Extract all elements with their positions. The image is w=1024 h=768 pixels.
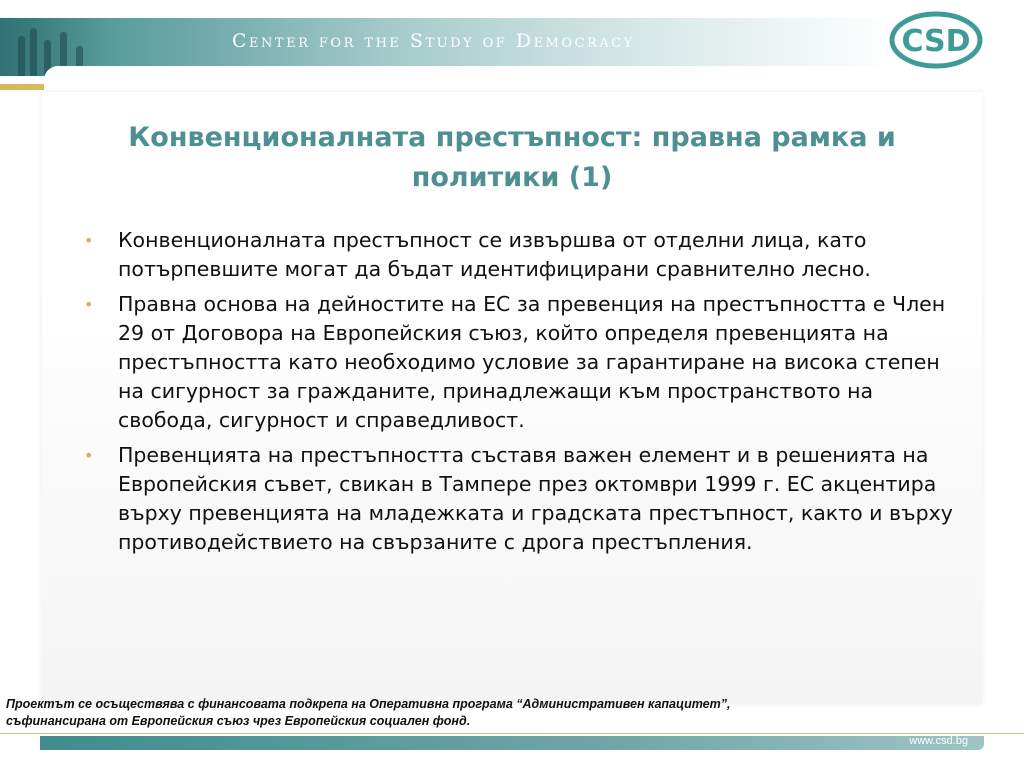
footnote-line-1: Проектът се осъществява с финансовата подкрепа на Оперативна програма “Административен капацитет”, (6, 697, 731, 711)
footer-bar (40, 736, 984, 750)
bullet-list (78, 226, 958, 563)
slide-header (0, 0, 1024, 92)
bullet-text: Правна основа на дейностите на ЕС за превенция на престъпността е Член 29 от Договора на Европейския съюз, който определя превенцията на престъпността като необходимо условие за гарантиране на висока степен на сигурност за гражданите, принадлежащи към пространството на свобода, сигурност и справедливост. (118, 292, 946, 432)
list-item (78, 226, 958, 284)
bullet-dot-icon: • (84, 295, 94, 314)
footer-url: www.csd.bg (909, 735, 968, 747)
funding-footnote (6, 696, 906, 730)
bullet-text: Превенцията на престъпността съставя важен елемент и в решенията на Европейския съвет, свикан в Тампере през октомври 1999 г. ЕС акцентира върху превенцията на младежката и градската престъпност, както и върху противодействието на свързаните с дрога престъпления. (118, 443, 953, 554)
logo-text: CSD (901, 24, 971, 59)
bullet-dot-icon: • (84, 446, 94, 465)
slide-title: Конвенционалната престъпност: правна рамка и политики (1) (128, 122, 896, 193)
list-item (78, 441, 958, 557)
banner-title: Center for the Study of Democracy (232, 30, 635, 52)
footer-gold-line (0, 733, 1024, 734)
footnote-line-2: съфинансирана от Европейския съюз чрез Европейския социален фонд. (6, 714, 471, 728)
list-item (78, 290, 958, 435)
bullet-dot-icon: • (84, 231, 94, 250)
csd-logo (888, 10, 984, 70)
header-curve (44, 66, 1024, 90)
bullet-text: Конвенционалната престъпност се извършва от отделни лица, като потърпевшите могат да бъдат идентифицирани сравнително лесно. (118, 228, 871, 281)
